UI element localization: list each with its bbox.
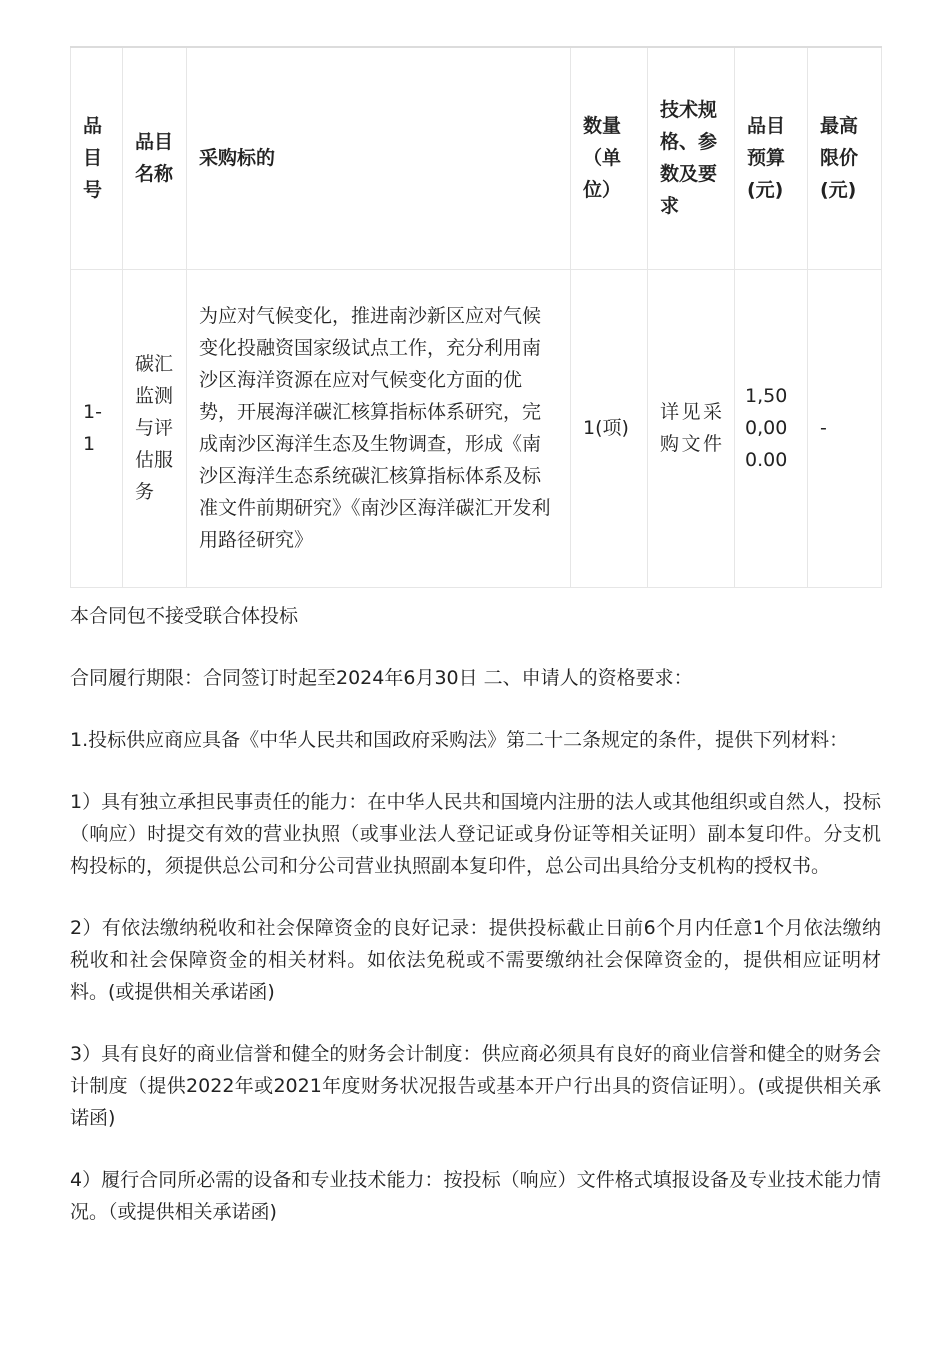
header-spec: 技术规格、参数及要求 <box>648 47 735 269</box>
header-item-no: 品目号 <box>71 47 123 269</box>
qualification-intro-paragraph: 1.投标供应商应具备《中华人民共和国政府采购法》第二十二条规定的条件，提供下列材料： <box>70 728 849 751</box>
cell-budget: 1,500,000.00 <box>735 269 808 587</box>
procurement-table <box>70 46 882 588</box>
header-quantity: 数量（单位） <box>571 47 648 269</box>
header-budget: 品目预算(元) <box>735 47 808 269</box>
no-consortium-note: 本合同包不接受联合体投标 <box>70 604 299 627</box>
qualification-item-2: 2）有依法缴纳税收和社会保障资金的良好记录：提供投标截止日前6个月内任意1个月依法缴纳税收和社会保障资金的相关材料。如依法免税或不需要缴纳社会保障资金的，提供相应证明材料。(或提供相关承诺函) <box>70 916 881 1003</box>
table-row <box>71 269 882 587</box>
qualification-item-4: 4）履行合同所必需的设备和专业技术能力：按投标（响应）文件格式填报设备及专业技术能力情况。（或提供相关承诺函) <box>70 1168 881 1223</box>
cell-spec: 详见采购文件 <box>648 269 735 587</box>
cell-max-price: - <box>808 269 882 587</box>
header-max-price: 最高限价(元) <box>808 47 882 269</box>
table-header-row <box>71 47 882 269</box>
header-subject: 采购标的 <box>187 47 571 269</box>
cell-item-name: 碳汇监测与评估服务 <box>123 269 187 587</box>
cell-item-no: 1-1 <box>71 269 123 587</box>
qualification-item-3: 3）具有良好的商业信誉和健全的财务会计制度：供应商必须具有良好的商业信誉和健全的财务会计制度（提供2022年或2021年度财务状况报告或基本开户行出具的资信证明）。(或提供相关承诺函) <box>70 1042 881 1129</box>
cell-quantity: 1(项) <box>571 269 648 587</box>
contract-period-paragraph: 合同履行期限：合同签订时起至2024年6月30日 二、申请人的资格要求： <box>70 666 693 689</box>
cell-subject: 为应对气候变化，推进南沙新区应对气候变化投融资国家级试点工作，充分利用南沙区海洋资源在应对气候变化方面的优势，开展海洋碳汇核算指标体系研究，完成南沙区海洋生态及生物调查，形成《南沙区海洋生态系统碳汇核算指标体系及标准文件前期研究》《南沙区海洋碳汇开发利用路径研究》 <box>187 269 571 587</box>
document-page <box>70 46 881 1228</box>
header-item-name: 品目名称 <box>123 47 187 269</box>
qualification-item-1: 1）具有独立承担民事责任的能力：在中华人民共和国境内注册的法人或其他组织或自然人，投标（响应）时提交有效的营业执照（或事业法人登记证或身份证等相关证明）副本复印件。分支机构投标的，须提供总公司和分公司营业执照副本复印件，总公司出具给分支机构的授权书。 <box>70 790 881 877</box>
